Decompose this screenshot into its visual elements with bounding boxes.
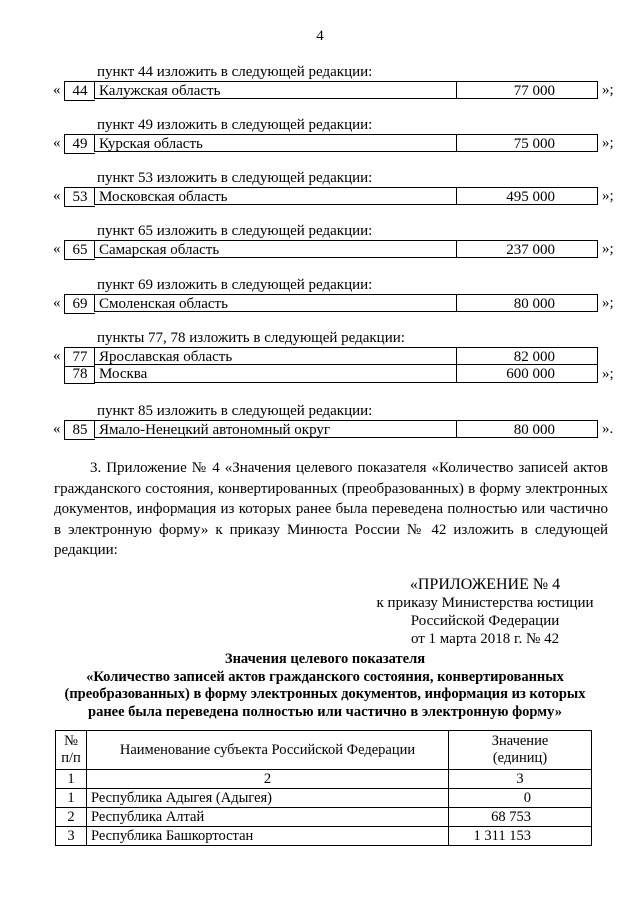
header-num: № п/п (56, 731, 87, 770)
title-line-2: «Количество записей актов гражданского состояния, конвертированных (86, 668, 564, 685)
index-cell: 1 (56, 770, 87, 789)
amendment-row (64, 365, 599, 384)
row-num: 2 (56, 808, 87, 827)
close-quote: »; (602, 82, 614, 98)
row-num: 78 (64, 365, 95, 384)
row-num: 1 (56, 789, 87, 808)
open-quote: « (53, 295, 61, 311)
amendment-row (64, 347, 599, 366)
open-quote: « (53, 348, 61, 364)
row-name: Москва (94, 365, 456, 383)
appendix-line-1: «ПРИЛОЖЕНИЕ № 4 (409, 576, 561, 593)
row-name: Калужская область (94, 81, 456, 99)
title-line-4: ранее была переведена полностью или частично в электронную форму» (88, 703, 562, 720)
row-num: 77 (64, 347, 95, 367)
close-quote: »; (602, 188, 614, 204)
row-value: 77 000 (456, 81, 598, 99)
header-name: Наименование субъекта Российской Федерации (87, 731, 449, 770)
row-name: Республика Адыгея (Адыгея) (87, 789, 449, 808)
amendment-instruction: пункт 85 изложить в следующей редакции: (97, 403, 373, 419)
title-line-1: Значения целевого показателя (224, 651, 426, 667)
table-index-row (56, 770, 592, 789)
index-cell: 3 (449, 770, 592, 789)
amendment-instruction: пункт 53 изложить в следующей редакции: (97, 170, 373, 186)
index-cell: 2 (87, 770, 449, 789)
row-value: 82 000 (456, 347, 598, 365)
amendment-instruction: пункт 69 изложить в следующей редакции: (97, 277, 373, 293)
close-quote: »; (602, 366, 614, 382)
amendment-instruction: пункты 77, 78 изложить в следующей редакции: (97, 330, 405, 346)
open-quote: « (53, 135, 61, 151)
row-num: 53 (64, 187, 95, 207)
row-value: 600 000 (456, 365, 598, 383)
row-num: 65 (64, 240, 95, 260)
row-num: 85 (64, 420, 95, 440)
amendment-row (64, 187, 599, 206)
table-row (56, 789, 592, 808)
close-quote: »; (602, 135, 614, 151)
row-num: 3 (56, 827, 87, 846)
paragraph-3: 3. Приложение № 4 «Значения целевого показателя «Количество записей актов гражданского состояния, конвертированных (преобразованных) в форму электронных документов, информация из которых ранее была переведена полностью или частично в электронную форму» к приказу Минюста России № 42 изложить в следующей редакции: (54, 460, 608, 559)
amendment-instruction: пункт 65 изложить в следующей редакции: (97, 223, 373, 239)
title-line-3: (преобразованных) в форму электронных документов, информация из которых (64, 686, 586, 702)
row-num: 44 (64, 81, 95, 101)
row-value: 237 000 (456, 240, 598, 258)
close-quote: »; (602, 295, 614, 311)
table-header-row (56, 731, 592, 770)
close-quote: »; (602, 241, 614, 257)
row-value: 495 000 (456, 187, 598, 205)
row-num: 69 (64, 294, 95, 314)
open-quote: « (53, 421, 61, 437)
appendix-header (360, 576, 610, 648)
close-quote: ». (602, 421, 614, 437)
amendment-row (64, 134, 599, 153)
values-table (55, 730, 592, 846)
row-value: 75 000 (456, 134, 598, 152)
row-name: Республика Алтай (87, 808, 449, 827)
row-num: 49 (64, 134, 95, 154)
amendment-row (64, 81, 599, 100)
appendix-line-3: Российской Федерации (410, 613, 560, 629)
row-value: 0 (449, 789, 592, 808)
row-name: Курская область (94, 134, 456, 152)
table-row (56, 808, 592, 827)
table-row (56, 827, 592, 846)
appendix-line-2: к приказу Министерства юстиции (376, 595, 594, 611)
row-name: Ярославская область (94, 347, 456, 365)
amendment-row (64, 240, 599, 259)
row-value: 1 311 153 (449, 827, 592, 846)
row-name: Самарская область (94, 240, 456, 258)
row-name: Московская область (94, 187, 456, 205)
row-name: Ямало-Ненецкий автономный округ (94, 420, 456, 438)
header-value: Значение (единиц) (449, 731, 592, 770)
document-title (30, 651, 620, 721)
open-quote: « (53, 241, 61, 257)
open-quote: « (53, 82, 61, 98)
row-name: Смоленская область (94, 294, 456, 312)
row-value: 80 000 (456, 294, 598, 312)
amendment-row (64, 294, 599, 313)
row-value: 80 000 (456, 420, 598, 438)
amendment-row (64, 420, 599, 439)
row-name: Республика Башкортостан (87, 827, 449, 846)
amendment-instruction: пункт 44 изложить в следующей редакции: (97, 64, 373, 80)
row-value: 68 753 (449, 808, 592, 827)
open-quote: « (53, 188, 61, 204)
amendment-instruction: пункт 49 изложить в следующей редакции: (97, 117, 373, 133)
page-number: 4 (316, 28, 324, 44)
appendix-line-4: от 1 марта 2018 г. № 42 (410, 631, 560, 647)
